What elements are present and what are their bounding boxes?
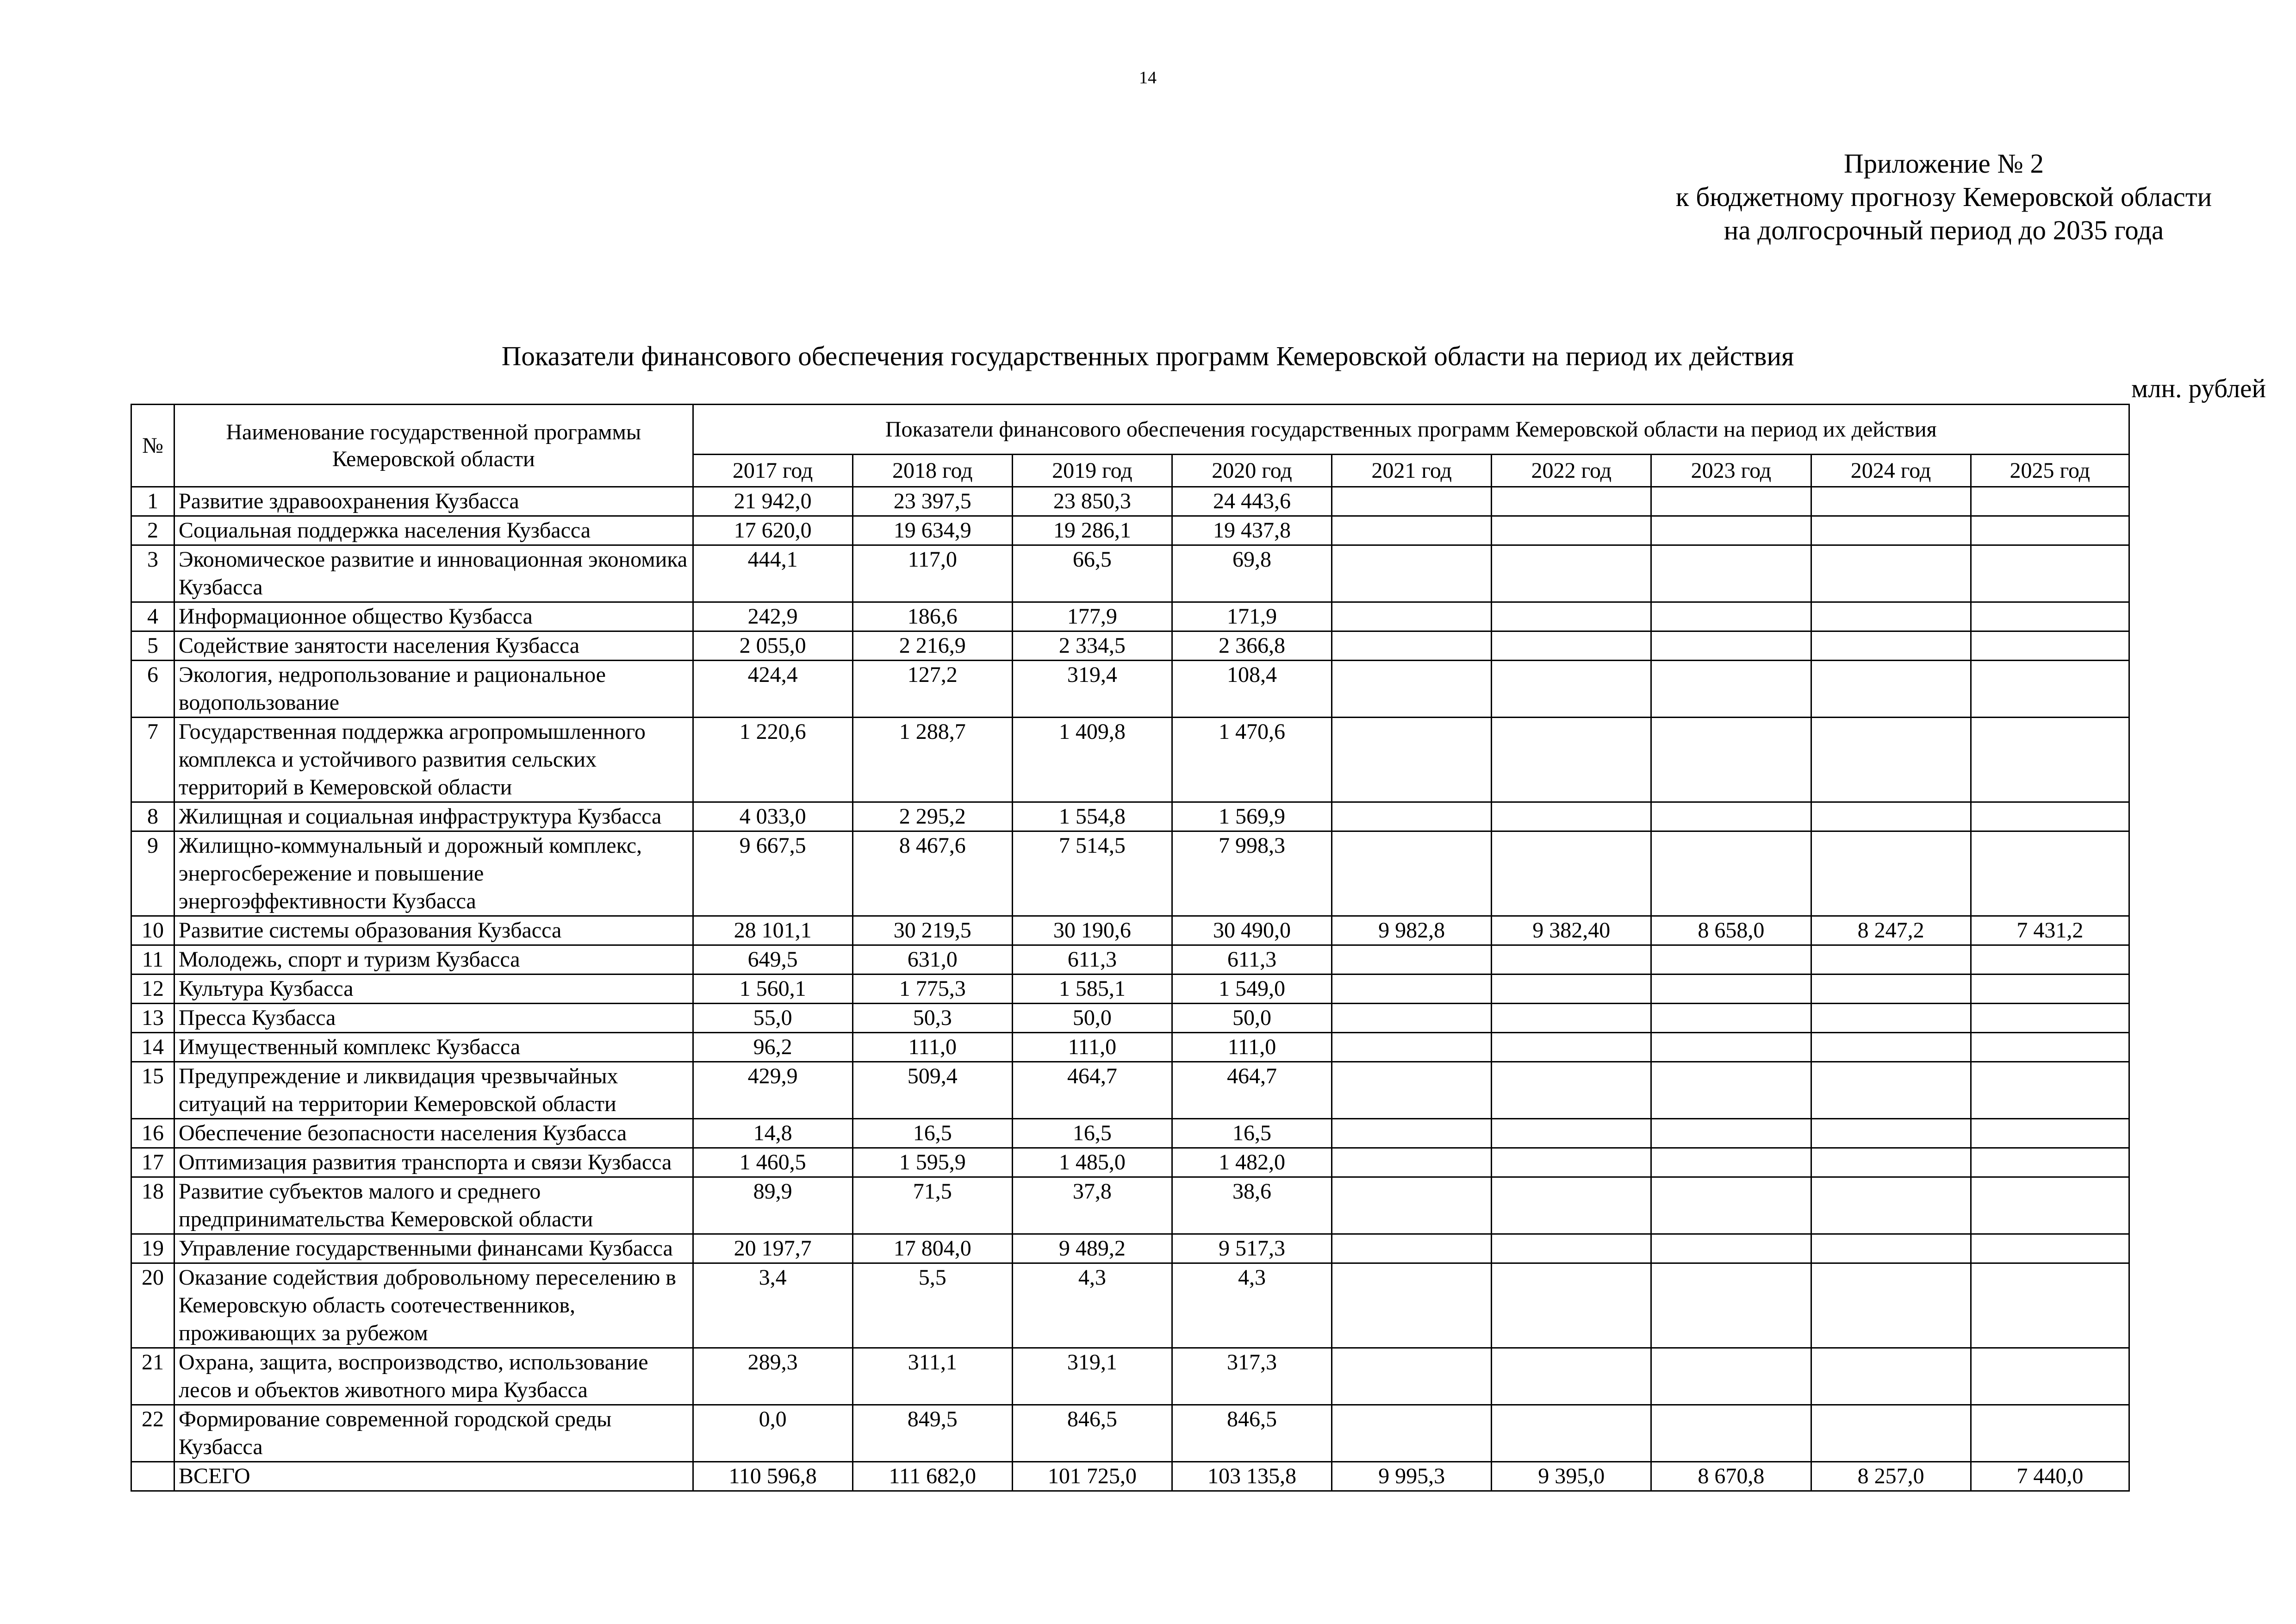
value-cell: 1 585,1 xyxy=(1012,974,1172,1004)
value-cell xyxy=(1971,831,2129,916)
value-cell: 69,8 xyxy=(1172,545,1332,602)
value-cell: 1 409,8 xyxy=(1012,718,1172,802)
value-cell xyxy=(1811,831,1971,916)
table-row xyxy=(131,831,2129,916)
value-cell: 311,1 xyxy=(852,1348,1012,1405)
value-cell: 9 995,3 xyxy=(1332,1462,1492,1491)
table-row xyxy=(131,1405,2129,1462)
value-cell: 1 470,6 xyxy=(1172,718,1332,802)
value-cell: 649,5 xyxy=(693,945,852,974)
value-cell: 1 560,1 xyxy=(693,974,852,1004)
table-row xyxy=(131,602,2129,631)
table-row xyxy=(131,945,2129,974)
value-cell: 9 382,40 xyxy=(1492,916,1651,945)
value-cell: 7 431,2 xyxy=(1971,916,2129,945)
value-cell xyxy=(1492,1263,1651,1348)
value-cell xyxy=(1811,802,1971,831)
value-cell xyxy=(1651,945,1811,974)
value-cell xyxy=(1332,1177,1492,1234)
value-cell: 1 482,0 xyxy=(1172,1148,1332,1177)
value-cell xyxy=(1651,602,1811,631)
value-cell xyxy=(1971,545,2129,602)
value-cell xyxy=(1811,661,1971,718)
value-cell xyxy=(1492,802,1651,831)
program-name: Жилищная и социальная инфраструктура Кузбасса xyxy=(174,802,693,831)
row-number: 8 xyxy=(131,802,174,831)
value-cell xyxy=(1651,831,1811,916)
row-number xyxy=(131,1462,174,1491)
value-cell: 50,3 xyxy=(852,1004,1012,1033)
value-cell xyxy=(1651,1062,1811,1119)
program-name: Культура Кузбасса xyxy=(174,974,693,1004)
table-row xyxy=(131,1234,2129,1263)
value-cell: 96,2 xyxy=(693,1033,852,1062)
value-cell: 8 257,0 xyxy=(1811,1462,1971,1491)
program-name: Обеспечение безопасности населения Кузбасса xyxy=(174,1119,693,1148)
value-cell: 8 247,2 xyxy=(1811,916,1971,945)
value-cell: 111 682,0 xyxy=(852,1462,1012,1491)
row-number: 15 xyxy=(131,1062,174,1119)
value-cell xyxy=(1332,1234,1492,1263)
value-cell xyxy=(1971,974,2129,1004)
value-cell: 16,5 xyxy=(1012,1119,1172,1148)
value-cell: 289,3 xyxy=(693,1348,852,1405)
table-row xyxy=(131,661,2129,718)
value-cell: 4,3 xyxy=(1012,1263,1172,1348)
value-cell: 103 135,8 xyxy=(1172,1462,1332,1491)
value-cell xyxy=(1492,1177,1651,1234)
value-cell xyxy=(1971,1263,2129,1348)
value-cell: 9 395,0 xyxy=(1492,1462,1651,1491)
column-header-number: № xyxy=(131,405,174,487)
table-row xyxy=(131,802,2129,831)
value-cell: 20 197,7 xyxy=(693,1234,852,1263)
value-cell xyxy=(1651,1234,1811,1263)
value-cell xyxy=(1811,1062,1971,1119)
value-cell: 177,9 xyxy=(1012,602,1172,631)
row-number: 5 xyxy=(131,631,174,661)
value-cell: 9 982,8 xyxy=(1332,916,1492,945)
program-name: Пресса Кузбасса xyxy=(174,1004,693,1033)
value-cell xyxy=(1492,1348,1651,1405)
value-cell: 111,0 xyxy=(1172,1033,1332,1062)
value-cell: 17 804,0 xyxy=(852,1234,1012,1263)
value-cell: 611,3 xyxy=(1012,945,1172,974)
value-cell: 846,5 xyxy=(1012,1405,1172,1462)
value-cell: 108,4 xyxy=(1172,661,1332,718)
value-cell: 2 366,8 xyxy=(1172,631,1332,661)
value-cell xyxy=(1332,631,1492,661)
value-cell xyxy=(1332,1348,1492,1405)
table-row xyxy=(131,1119,2129,1148)
table-body xyxy=(131,487,2129,1491)
value-cell: 8 670,8 xyxy=(1651,1462,1811,1491)
value-cell xyxy=(1651,1405,1811,1462)
value-cell: 631,0 xyxy=(852,945,1012,974)
value-cell xyxy=(1651,802,1811,831)
column-header-year: 2022 год xyxy=(1492,455,1651,487)
table-row xyxy=(131,631,2129,661)
value-cell xyxy=(1332,802,1492,831)
value-cell xyxy=(1971,516,2129,545)
value-cell xyxy=(1971,802,2129,831)
value-cell xyxy=(1332,1148,1492,1177)
value-cell: 8 658,0 xyxy=(1651,916,1811,945)
value-cell: 1 595,9 xyxy=(852,1148,1012,1177)
value-cell xyxy=(1332,516,1492,545)
value-cell xyxy=(1492,718,1651,802)
program-name: ВСЕГО xyxy=(174,1462,693,1491)
value-cell: 429,9 xyxy=(693,1062,852,1119)
value-cell xyxy=(1971,631,2129,661)
value-cell: 71,5 xyxy=(852,1177,1012,1234)
value-cell xyxy=(1811,1119,1971,1148)
value-cell xyxy=(1332,974,1492,1004)
value-cell: 7 440,0 xyxy=(1971,1462,2129,1491)
value-cell: 110 596,8 xyxy=(693,1462,852,1491)
value-cell xyxy=(1332,1119,1492,1148)
value-cell xyxy=(1971,1119,2129,1148)
program-name: Развитие здравоохранения Кузбасса xyxy=(174,487,693,516)
value-cell: 16,5 xyxy=(852,1119,1012,1148)
value-cell xyxy=(1492,945,1651,974)
program-name: Государственная поддержка агропромышленного комплекса и устойчивого развития сельских территорий в Кемеровской области xyxy=(174,718,693,802)
value-cell: 7 998,3 xyxy=(1172,831,1332,916)
program-name: Оптимизация развития транспорта и связи Кузбасса xyxy=(174,1148,693,1177)
value-cell: 3,4 xyxy=(693,1263,852,1348)
value-cell: 444,1 xyxy=(693,545,852,602)
value-cell xyxy=(1492,602,1651,631)
value-cell: 23 850,3 xyxy=(1012,487,1172,516)
value-cell xyxy=(1492,487,1651,516)
row-number: 10 xyxy=(131,916,174,945)
program-name: Управление государственными финансами Кузбасса xyxy=(174,1234,693,1263)
value-cell xyxy=(1971,945,2129,974)
value-cell xyxy=(1971,1004,2129,1033)
value-cell: 111,0 xyxy=(1012,1033,1172,1062)
value-cell xyxy=(1651,1148,1811,1177)
value-cell: 319,1 xyxy=(1012,1348,1172,1405)
table-row xyxy=(131,516,2129,545)
value-cell: 171,9 xyxy=(1172,602,1332,631)
value-cell xyxy=(1651,545,1811,602)
value-cell: 464,7 xyxy=(1012,1062,1172,1119)
value-cell xyxy=(1971,1348,2129,1405)
value-cell: 66,5 xyxy=(1012,545,1172,602)
program-name: Молодежь, спорт и туризм Кузбасса xyxy=(174,945,693,974)
value-cell xyxy=(1971,1234,2129,1263)
units-label: млн. рублей xyxy=(2131,374,2266,403)
value-cell: 117,0 xyxy=(852,545,1012,602)
value-cell xyxy=(1492,1062,1651,1119)
value-cell: 424,4 xyxy=(693,661,852,718)
value-cell: 9 517,3 xyxy=(1172,1234,1332,1263)
program-name: Предупреждение и ликвидация чрезвычайных ситуаций на территории Кемеровской области xyxy=(174,1062,693,1119)
value-cell: 509,4 xyxy=(852,1062,1012,1119)
column-header-year: 2019 год xyxy=(1012,455,1172,487)
value-cell xyxy=(1651,487,1811,516)
value-cell: 242,9 xyxy=(693,602,852,631)
value-cell: 1 220,6 xyxy=(693,718,852,802)
table-row xyxy=(131,1062,2129,1119)
column-header-year: 2020 год xyxy=(1172,455,1332,487)
program-name: Формирование современной городской среды Кузбасса xyxy=(174,1405,693,1462)
row-number: 13 xyxy=(131,1004,174,1033)
value-cell xyxy=(1651,631,1811,661)
value-cell: 0,0 xyxy=(693,1405,852,1462)
value-cell: 21 942,0 xyxy=(693,487,852,516)
value-cell xyxy=(1492,1234,1651,1263)
value-cell xyxy=(1332,602,1492,631)
value-cell xyxy=(1971,487,2129,516)
value-cell xyxy=(1332,945,1492,974)
program-name: Имущественный комплекс Кузбасса xyxy=(174,1033,693,1062)
value-cell xyxy=(1332,1405,1492,1462)
value-cell: 319,4 xyxy=(1012,661,1172,718)
row-number: 21 xyxy=(131,1348,174,1405)
value-cell: 37,8 xyxy=(1012,1177,1172,1234)
value-cell: 1 485,0 xyxy=(1012,1148,1172,1177)
column-group-header: Показатели финансового обеспечения государственных программ Кемеровской области на период их действия xyxy=(693,405,2129,455)
value-cell xyxy=(1651,1177,1811,1234)
value-cell: 849,5 xyxy=(852,1405,1012,1462)
row-number: 1 xyxy=(131,487,174,516)
row-number: 19 xyxy=(131,1234,174,1263)
value-cell xyxy=(1811,602,1971,631)
table-row xyxy=(131,1148,2129,1177)
value-cell xyxy=(1811,1177,1971,1234)
value-cell xyxy=(1492,831,1651,916)
value-cell: 50,0 xyxy=(1172,1004,1332,1033)
value-cell xyxy=(1971,1405,2129,1462)
column-header-year: 2023 год xyxy=(1651,455,1811,487)
value-cell: 4 033,0 xyxy=(693,802,852,831)
value-cell: 24 443,6 xyxy=(1172,487,1332,516)
document-title: Показатели финансового обеспечения государственных программ Кемеровской области на период их действия xyxy=(501,341,1794,371)
table-row xyxy=(131,487,2129,516)
value-cell xyxy=(1492,974,1651,1004)
row-number: 16 xyxy=(131,1119,174,1148)
value-cell xyxy=(1971,1177,2129,1234)
value-cell: 9 667,5 xyxy=(693,831,852,916)
value-cell: 30 219,5 xyxy=(852,916,1012,945)
program-name: Жилищно-коммунальный и дорожный комплекс, энергосбережение и повышение энергоэффективности Кузбасса xyxy=(174,831,693,916)
row-number: 7 xyxy=(131,718,174,802)
value-cell xyxy=(1332,1033,1492,1062)
value-cell xyxy=(1651,718,1811,802)
value-cell xyxy=(1332,1263,1492,1348)
value-cell xyxy=(1492,1004,1651,1033)
row-number: 9 xyxy=(131,831,174,916)
row-number: 11 xyxy=(131,945,174,974)
program-name: Развитие системы образования Кузбасса xyxy=(174,916,693,945)
value-cell: 4,3 xyxy=(1172,1263,1332,1348)
value-cell: 101 725,0 xyxy=(1012,1462,1172,1491)
program-name: Развитие субъектов малого и среднего предпринимательства Кемеровской области xyxy=(174,1177,693,1234)
table-row xyxy=(131,916,2129,945)
value-cell: 2 216,9 xyxy=(852,631,1012,661)
program-name: Содействие занятости населения Кузбасса xyxy=(174,631,693,661)
value-cell: 7 514,5 xyxy=(1012,831,1172,916)
value-cell xyxy=(1651,1348,1811,1405)
value-cell: 30 190,6 xyxy=(1012,916,1172,945)
value-cell: 8 467,6 xyxy=(852,831,1012,916)
row-number: 3 xyxy=(131,545,174,602)
row-number: 17 xyxy=(131,1148,174,1177)
table-row xyxy=(131,1177,2129,1234)
column-header-year: 2025 год xyxy=(1971,455,2129,487)
value-cell: 186,6 xyxy=(852,602,1012,631)
program-name: Информационное общество Кузбасса xyxy=(174,602,693,631)
value-cell: 2 334,5 xyxy=(1012,631,1172,661)
value-cell xyxy=(1492,661,1651,718)
value-cell: 17 620,0 xyxy=(693,516,852,545)
value-cell: 19 286,1 xyxy=(1012,516,1172,545)
appendix-line-3: на долгосрочный период до 2035 года xyxy=(1724,214,2164,245)
row-number: 18 xyxy=(131,1177,174,1234)
value-cell: 611,3 xyxy=(1172,945,1332,974)
value-cell xyxy=(1811,945,1971,974)
value-cell xyxy=(1971,661,2129,718)
column-header-year: 2018 год xyxy=(852,455,1012,487)
table-row xyxy=(131,545,2129,602)
value-cell xyxy=(1651,661,1811,718)
row-number: 20 xyxy=(131,1263,174,1348)
value-cell xyxy=(1651,1004,1811,1033)
value-cell: 1 549,0 xyxy=(1172,974,1332,1004)
value-cell xyxy=(1971,718,2129,802)
value-cell: 5,5 xyxy=(852,1263,1012,1348)
value-cell xyxy=(1811,718,1971,802)
value-cell xyxy=(1811,1405,1971,1462)
column-header-program-name: Наименование государственной программы Кемеровской области xyxy=(174,405,693,487)
row-number: 4 xyxy=(131,602,174,631)
value-cell xyxy=(1971,1033,2129,1062)
value-cell: 846,5 xyxy=(1172,1405,1332,1462)
value-cell xyxy=(1971,1062,2129,1119)
row-number: 14 xyxy=(131,1033,174,1062)
value-cell: 50,0 xyxy=(1012,1004,1172,1033)
value-cell xyxy=(1811,487,1971,516)
row-number: 6 xyxy=(131,661,174,718)
column-header-year: 2021 год xyxy=(1332,455,1492,487)
value-cell xyxy=(1651,1033,1811,1062)
value-cell xyxy=(1332,545,1492,602)
value-cell xyxy=(1492,545,1651,602)
table-row xyxy=(131,1348,2129,1405)
value-cell xyxy=(1811,545,1971,602)
value-cell: 2 295,2 xyxy=(852,802,1012,831)
value-cell xyxy=(1811,1234,1971,1263)
value-cell: 464,7 xyxy=(1172,1062,1332,1119)
table-row xyxy=(131,718,2129,802)
table-row xyxy=(131,1263,2129,1348)
value-cell xyxy=(1332,487,1492,516)
row-number: 22 xyxy=(131,1405,174,1462)
value-cell xyxy=(1332,1004,1492,1033)
value-cell xyxy=(1811,1033,1971,1062)
value-cell xyxy=(1811,1348,1971,1405)
total-row xyxy=(131,1462,2129,1491)
value-cell: 23 397,5 xyxy=(852,487,1012,516)
value-cell xyxy=(1332,1062,1492,1119)
value-cell: 9 489,2 xyxy=(1012,1234,1172,1263)
value-cell xyxy=(1971,1148,2129,1177)
value-cell xyxy=(1811,974,1971,1004)
value-cell: 28 101,1 xyxy=(693,916,852,945)
financing-table xyxy=(131,404,2130,1492)
value-cell: 127,2 xyxy=(852,661,1012,718)
value-cell xyxy=(1651,516,1811,545)
value-cell xyxy=(1811,516,1971,545)
value-cell: 1 288,7 xyxy=(852,718,1012,802)
row-number: 2 xyxy=(131,516,174,545)
value-cell: 19 437,8 xyxy=(1172,516,1332,545)
value-cell xyxy=(1492,631,1651,661)
value-cell xyxy=(1651,974,1811,1004)
value-cell: 16,5 xyxy=(1172,1119,1332,1148)
table-header xyxy=(131,405,2129,487)
value-cell: 55,0 xyxy=(693,1004,852,1033)
value-cell: 14,8 xyxy=(693,1119,852,1148)
value-cell xyxy=(1651,1263,1811,1348)
column-header-year: 2024 год xyxy=(1811,455,1971,487)
value-cell: 317,3 xyxy=(1172,1348,1332,1405)
value-cell: 1 554,8 xyxy=(1012,802,1172,831)
table-row xyxy=(131,1033,2129,1062)
value-cell xyxy=(1492,1119,1651,1148)
row-number: 12 xyxy=(131,974,174,1004)
appendix-heading xyxy=(1597,147,2291,247)
value-cell: 89,9 xyxy=(693,1177,852,1234)
table-row xyxy=(131,1004,2129,1033)
program-name: Социальная поддержка населения Кузбасса xyxy=(174,516,693,545)
table-row xyxy=(131,974,2129,1004)
value-cell xyxy=(1332,831,1492,916)
program-name: Оказание содействия добровольному переселению в Кемеровскую область соотечественников, проживающих за рубежом xyxy=(174,1263,693,1348)
value-cell: 30 490,0 xyxy=(1172,916,1332,945)
column-header-year: 2017 год xyxy=(693,455,852,487)
program-name: Экономическое развитие и инновационная экономика Кузбасса xyxy=(174,545,693,602)
value-cell: 2 055,0 xyxy=(693,631,852,661)
value-cell: 1 569,9 xyxy=(1172,802,1332,831)
value-cell xyxy=(1811,631,1971,661)
value-cell: 1 460,5 xyxy=(693,1148,852,1177)
value-cell: 19 634,9 xyxy=(852,516,1012,545)
program-name: Экология, недропользование и рациональное водопользование xyxy=(174,661,693,718)
value-cell xyxy=(1332,718,1492,802)
value-cell: 111,0 xyxy=(852,1033,1012,1062)
value-cell xyxy=(1811,1263,1971,1348)
value-cell: 1 775,3 xyxy=(852,974,1012,1004)
value-cell xyxy=(1971,602,2129,631)
value-cell xyxy=(1492,1033,1651,1062)
value-cell xyxy=(1811,1148,1971,1177)
value-cell xyxy=(1811,1004,1971,1033)
value-cell xyxy=(1651,1119,1811,1148)
program-name: Охрана, защита, воспроизводство, использование лесов и объектов животного мира Кузбасса xyxy=(174,1348,693,1405)
value-cell xyxy=(1492,516,1651,545)
value-cell xyxy=(1492,1148,1651,1177)
value-cell xyxy=(1332,661,1492,718)
appendix-line-1: Приложение № 2 xyxy=(1844,148,2044,179)
appendix-line-2: к бюджетному прогнозу Кемеровской области xyxy=(1675,181,2212,212)
value-cell: 38,6 xyxy=(1172,1177,1332,1234)
page-number: 14 xyxy=(1139,68,1157,87)
value-cell xyxy=(1492,1405,1651,1462)
